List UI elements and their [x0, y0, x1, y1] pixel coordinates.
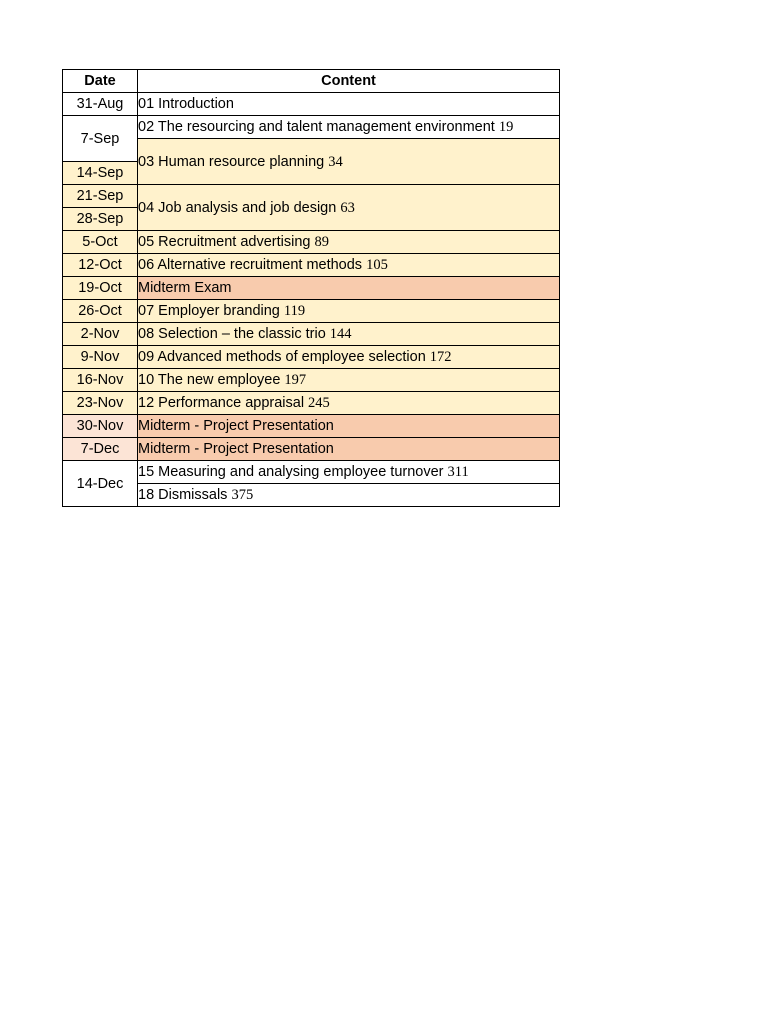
content-cell	[138, 369, 560, 392]
page-number: 63	[340, 199, 355, 216]
table-row	[63, 300, 560, 323]
date-cell: 23-Nov	[63, 392, 138, 415]
table-row	[63, 484, 560, 507]
content-cell	[138, 392, 560, 415]
date-cell: 5-Oct	[63, 231, 138, 254]
date-column-header: Date	[63, 70, 138, 93]
table-row	[63, 346, 560, 369]
content-cell	[138, 461, 560, 484]
page-number: 119	[283, 303, 306, 319]
content-cell	[138, 438, 560, 461]
content-cell	[138, 277, 560, 300]
topic-text: 15 Measuring and analysing employee turnover	[138, 464, 444, 480]
schedule-table	[62, 69, 560, 507]
page-number: 245	[308, 395, 330, 411]
page-number: 144	[329, 326, 352, 342]
page-number: 172	[429, 349, 452, 365]
table-row	[63, 415, 560, 438]
table-row	[63, 323, 560, 346]
page-number: 34	[328, 153, 343, 170]
topic-text: 01 Introduction	[138, 96, 234, 112]
content-cell	[138, 254, 560, 277]
table-row	[63, 369, 560, 392]
topic-text: 09 Advanced methods of employee selection	[138, 349, 426, 365]
page-number: 89	[314, 234, 329, 250]
content-cell	[138, 415, 560, 438]
table-row	[63, 461, 560, 484]
table-row	[63, 139, 560, 162]
date-cell: 21-Sep	[63, 185, 138, 208]
table-row	[63, 438, 560, 461]
date-cell: 31-Aug	[63, 93, 138, 116]
topic-text: Midterm - Project Presentation	[138, 418, 334, 434]
page-number: 197	[284, 372, 307, 388]
topic-text: 05 Recruitment advertising	[138, 234, 311, 250]
table-row	[63, 277, 560, 300]
content-cell	[138, 346, 560, 369]
date-cell: 2-Nov	[63, 323, 138, 346]
content-cell	[138, 185, 560, 231]
date-cell: 7-Dec	[63, 438, 138, 461]
content-cell	[138, 323, 560, 346]
table-row	[63, 93, 560, 116]
content-cell	[138, 231, 560, 254]
page-number: 375	[231, 487, 254, 503]
table-row	[63, 185, 560, 208]
topic-text: 12 Performance appraisal	[138, 395, 305, 411]
page-number: 19	[498, 119, 514, 135]
topic-text: 03 Human resource planning	[138, 153, 325, 170]
date-cell: 30-Nov	[63, 415, 138, 438]
content-cell	[138, 139, 560, 185]
table-row	[63, 116, 560, 139]
topic-text: 02 The resourcing and talent management environment	[138, 119, 495, 135]
topic-text: 06 Alternative recruitment methods	[138, 257, 363, 273]
topic-text: 08 Selection – the classic trio	[138, 326, 326, 342]
page-number: 105	[366, 257, 388, 273]
content-cell	[138, 116, 560, 139]
table-row	[63, 392, 560, 415]
topic-text: Midterm Exam	[138, 280, 232, 296]
date-cell: 14-Sep	[63, 162, 138, 185]
page-number: 311	[447, 464, 469, 480]
date-cell: 14-Dec	[63, 461, 138, 507]
topic-text: 04 Job analysis and job design	[138, 199, 337, 216]
topic-text: 10 The new employee	[138, 372, 281, 388]
date-cell: 12-Oct	[63, 254, 138, 277]
table-row	[63, 231, 560, 254]
content-cell	[138, 484, 560, 507]
topic-text: 18 Dismissals	[138, 487, 228, 503]
topic-text: 07 Employer branding	[138, 303, 280, 319]
content-cell	[138, 300, 560, 323]
table-header-row	[63, 70, 560, 93]
date-cell: 26-Oct	[63, 300, 138, 323]
date-cell: 7-Sep	[63, 116, 138, 162]
topic-text: Midterm - Project Presentation	[138, 441, 334, 457]
date-cell: 19-Oct	[63, 277, 138, 300]
content-column-header: Content	[138, 70, 560, 93]
content-cell	[138, 93, 560, 116]
date-cell: 16-Nov	[63, 369, 138, 392]
date-cell: 9-Nov	[63, 346, 138, 369]
date-cell: 28-Sep	[63, 208, 138, 231]
table-row	[63, 254, 560, 277]
